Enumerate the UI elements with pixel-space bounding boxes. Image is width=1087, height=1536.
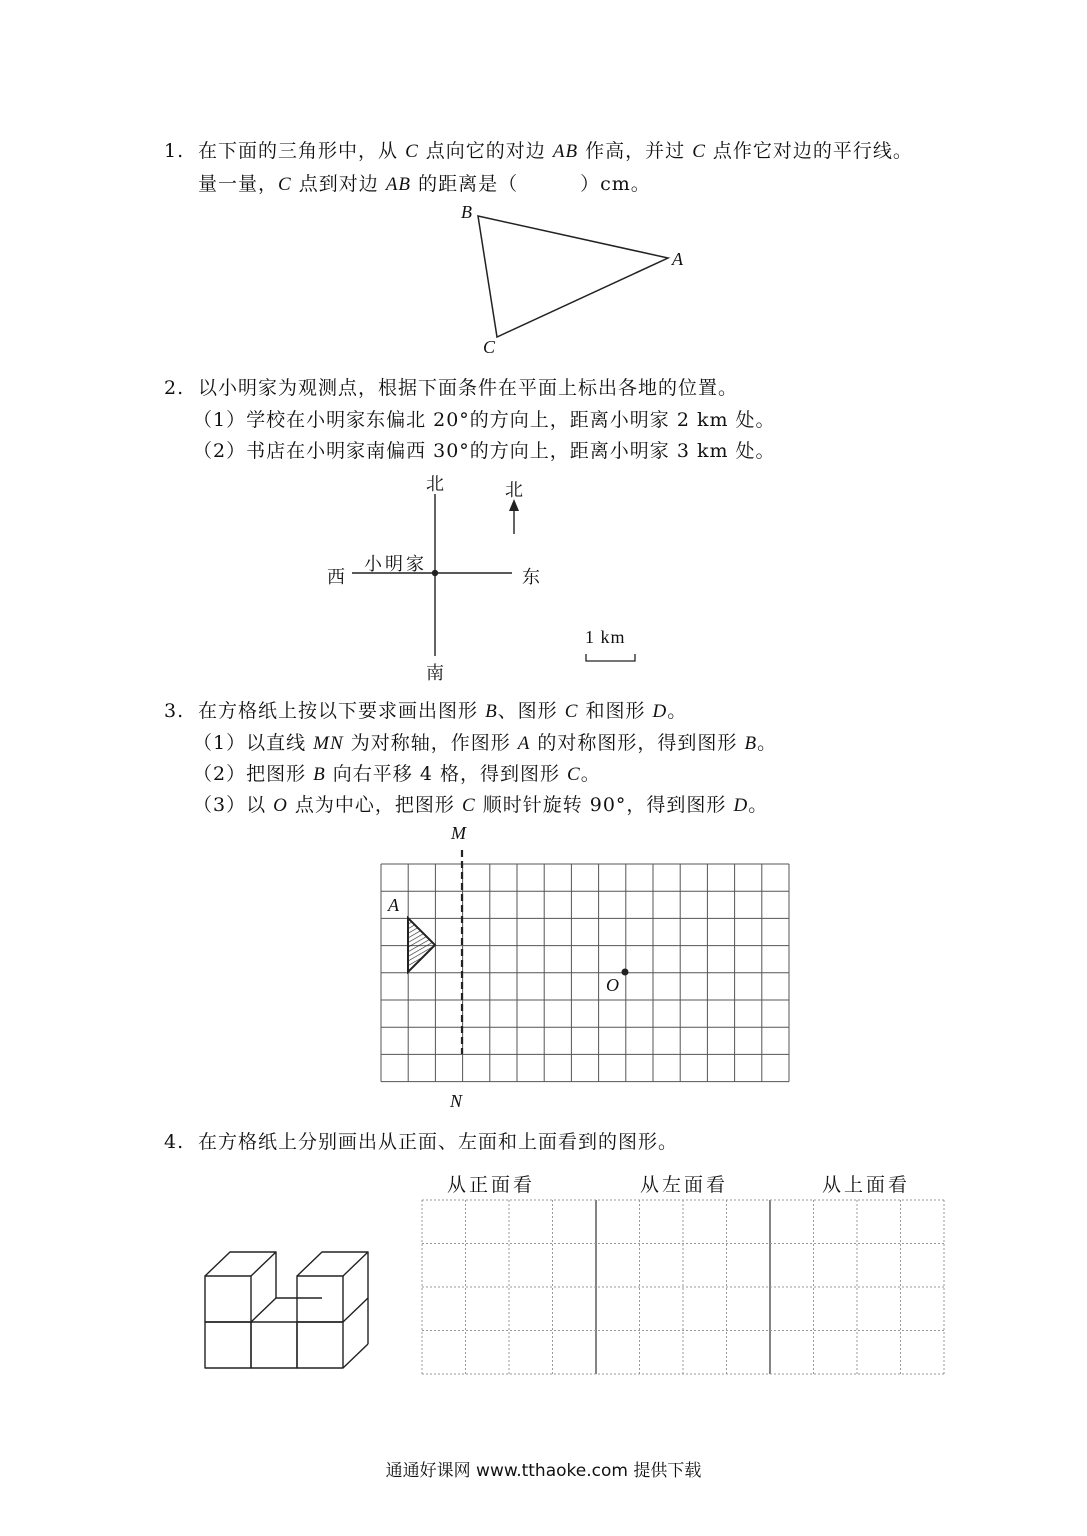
label-c: C bbox=[483, 337, 496, 357]
label-north: 北 bbox=[426, 474, 444, 495]
label-n: N bbox=[450, 1091, 463, 1111]
compass-north: 北 bbox=[505, 480, 523, 501]
q3-item1: （1）以直线 MN 为对称轴，作图形 A 的对称图形，得到图形 B。 bbox=[193, 732, 778, 754]
label-home: 小明家 bbox=[364, 554, 427, 575]
q1-line1: 1. 在下面的三角形中，从 C 点向它的对边 AB 作高，并过 C 点作它对边的平行线。 bbox=[164, 140, 913, 162]
q2-item2: （2）书店在小明家南偏西 30°的方向上，距离小明家 3 km 处。 bbox=[193, 440, 776, 462]
header-front-view: 从正面看 bbox=[447, 1174, 536, 1196]
label-point-o: O bbox=[606, 975, 619, 995]
label-south: 南 bbox=[426, 663, 444, 684]
footer-credit: 通通好课网 www.tthaoke.com 提供下载 bbox=[385, 1461, 702, 1481]
label-west: 西 bbox=[327, 567, 345, 588]
scale-label: 1 km bbox=[585, 627, 626, 647]
label-a: A bbox=[672, 249, 683, 269]
label-m: M bbox=[451, 823, 466, 843]
q2-title: 2. 以小明家为观测点，根据下面条件在平面上标出各地的位置。 bbox=[164, 377, 739, 399]
header-left-view: 从左面看 bbox=[640, 1174, 729, 1196]
label-east: 东 bbox=[522, 567, 540, 588]
header-top-view: 从上面看 bbox=[822, 1174, 911, 1196]
q3-item2: （2）把图形 B 向右平移 4 格，得到图形 C。 bbox=[193, 763, 601, 785]
q3-item3: （3）以 O 点为中心，把图形 C 顺时针旋转 90°，得到图形 D。 bbox=[193, 794, 769, 816]
q3-title: 3. 在方格纸上按以下要求画出图形 B、图形 C 和图形 D。 bbox=[164, 700, 688, 722]
label-shape-a: A bbox=[388, 895, 399, 915]
label-b: B bbox=[461, 202, 472, 222]
q1-line2: 量一量，C 点到对边 AB 的距离是（ ）cm。 bbox=[198, 173, 651, 195]
q1-number: 1. bbox=[164, 140, 185, 162]
q4-title: 4. 在方格纸上分别画出从正面、左面和上面看到的图形。 bbox=[164, 1131, 679, 1153]
q2-item1: （1）学校在小明家东偏北 20°的方向上，距离小明家 2 km 处。 bbox=[193, 409, 776, 431]
